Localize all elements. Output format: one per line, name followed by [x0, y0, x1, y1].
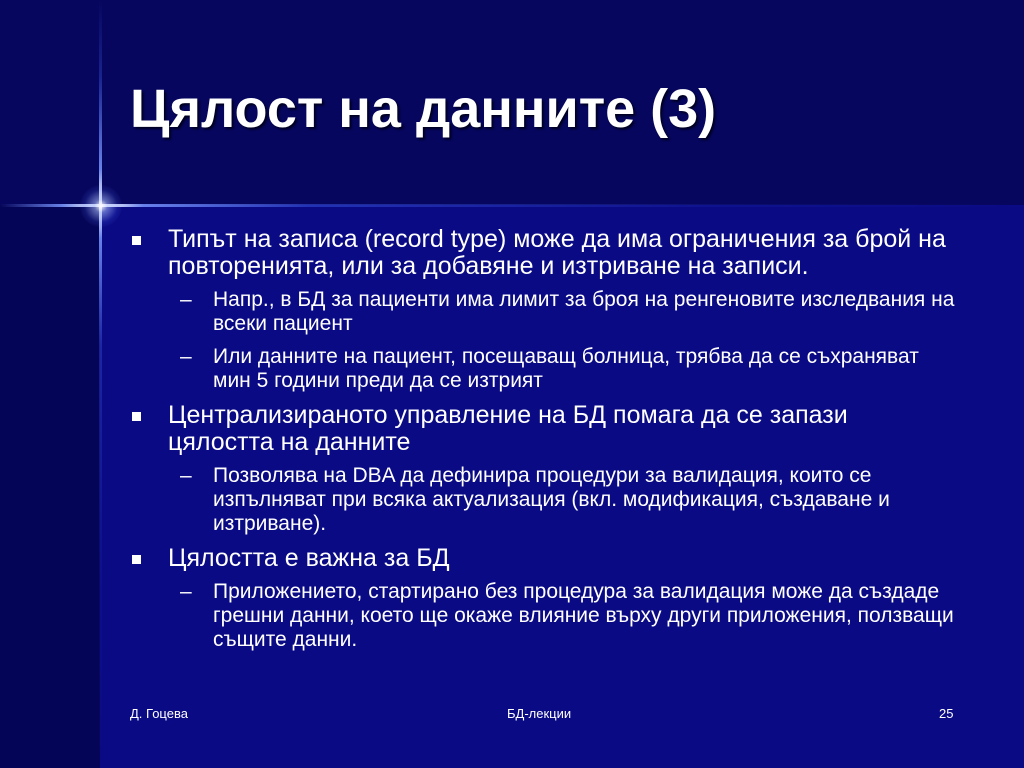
- bullet-item: [130, 226, 960, 280]
- slide-number: 25: [939, 706, 954, 721]
- footer-course: БД-лекции: [507, 706, 572, 721]
- dash-bullet-icon: –: [180, 288, 192, 311]
- sub-bullet-text: Позволява на DBA да дефинира процедури за валидация, които се изпълняват при всяка актуализация (вкл. модификация, създаване и изтриване).: [213, 464, 890, 535]
- sparkle-icon: [80, 185, 122, 227]
- dash-bullet-icon: –: [180, 464, 192, 487]
- horizontal-light-line: [0, 204, 1024, 207]
- slide-title: Цялост на данните (3): [130, 79, 717, 139]
- sub-bullet-list: [130, 288, 960, 393]
- square-bullet-icon: [132, 555, 141, 564]
- sub-bullet-item: [130, 288, 960, 336]
- sub-bullet-item: [130, 345, 960, 393]
- sub-bullet-item: [130, 464, 960, 536]
- dash-bullet-icon: –: [180, 580, 192, 603]
- sub-bullet-text: Приложението, стартирано без процедура за валидация може да създаде грешни данни, което ще окаже влияние върху други приложения, ползващи същите данни.: [213, 580, 954, 651]
- slide-content: [130, 226, 960, 661]
- bullet-text: Цялостта е важна за БД: [168, 544, 450, 572]
- sub-bullet-item: [130, 580, 960, 652]
- left-margin-band: [0, 205, 100, 768]
- dash-bullet-icon: –: [180, 345, 192, 368]
- sub-bullet-list: [130, 464, 960, 536]
- sub-bullet-list: [130, 580, 960, 652]
- sub-bullet-text: Или данните на пациент, посещаващ болница, трябва да се съхраняват мин 5 години преди да се изтрият: [213, 345, 919, 392]
- footer-author: Д. Гоцева: [130, 706, 188, 721]
- bullet-text: Централизираното управление на БД помага да се запази цялостта на данните: [168, 401, 848, 456]
- square-bullet-icon: [132, 412, 141, 421]
- square-bullet-icon: [132, 236, 141, 245]
- vertical-light-line: [99, 0, 102, 768]
- bullet-item: [130, 545, 960, 572]
- bullet-text: Типът на записа (record type) може да има ограничения за брой на повторенията, или за добавяне и изтриване на записи.: [168, 225, 946, 280]
- bullet-item: [130, 402, 960, 456]
- sub-bullet-text: Напр., в БД за пациенти има лимит за броя на ренгеновите изследвания на всеки пациент: [213, 288, 955, 335]
